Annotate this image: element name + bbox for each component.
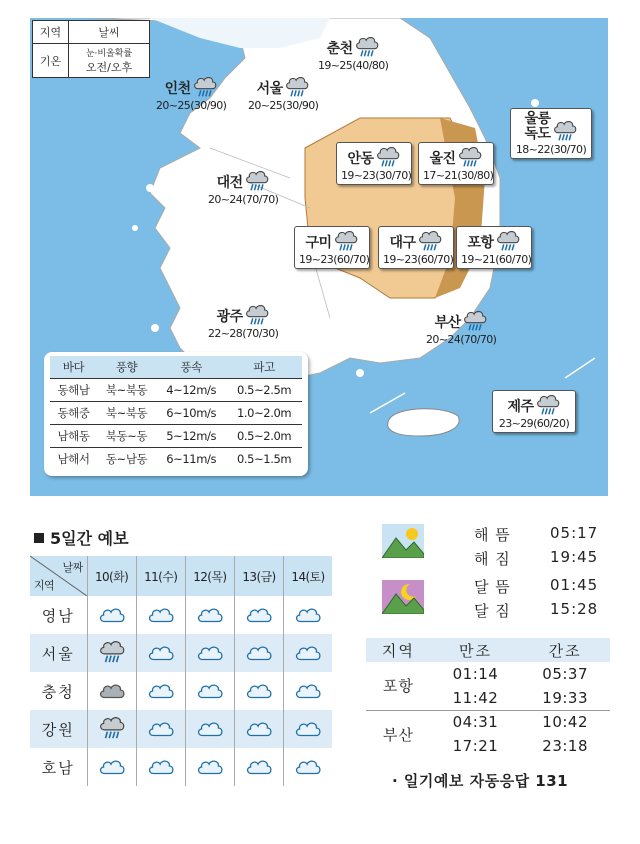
tide-header: 만조 (431, 638, 521, 662)
tide-header: 간조 (520, 638, 610, 662)
forecast-title-text: 5일간 예보 (50, 529, 129, 548)
tide-low: 23:18 (542, 737, 589, 755)
tide-high: 11:42 (452, 688, 499, 707)
cloud-icon (294, 756, 322, 776)
city-prob: (70/70) (460, 333, 497, 346)
forecast-day: 13(금) (234, 556, 283, 596)
cloud-icon (147, 604, 175, 624)
sea-cell: 동~남동 (105, 452, 148, 466)
city-temp: 20~25 (156, 99, 191, 112)
tide-row (366, 710, 610, 734)
forecast-row (30, 634, 332, 672)
city-chuncheon (318, 36, 388, 72)
forecast-region: 영남 (41, 606, 75, 625)
sea-cell: 0.5~1.5m (236, 452, 292, 466)
sea-cell: 북~북동 (105, 383, 148, 397)
tide-high: 17:21 (452, 737, 499, 755)
cloud-icon (196, 756, 224, 776)
city-temp: 20~24 (208, 193, 243, 206)
city-busan (426, 310, 496, 346)
city-prob: (70/30) (242, 327, 279, 340)
tide-header: 지역 (366, 638, 431, 662)
forecast-corner (30, 556, 87, 596)
sea-cell: 동해남 (57, 383, 90, 397)
sea-row (50, 448, 302, 471)
city-ulleung (510, 108, 592, 159)
legend-weather-label: 날씨 (98, 26, 120, 39)
legend-precip-label: 눈·비올확률 (85, 49, 133, 59)
moonrise-label: 달 뜸 (474, 578, 511, 596)
cloud-icon (147, 680, 175, 700)
sea-header: 풍향 (97, 356, 156, 379)
forecast-table (30, 556, 332, 786)
cloud-icon (98, 604, 126, 624)
city-prob: (70/70) (242, 193, 279, 206)
city-prob: (60/70) (495, 253, 532, 266)
rain-cloud-icon (333, 230, 359, 252)
tide-location: 부산 (366, 710, 431, 758)
cloud-icon (294, 680, 322, 700)
cloud-icon (294, 642, 322, 662)
city-gumi (294, 226, 370, 269)
city-name: 제주 (507, 399, 534, 415)
sea-cell: 동해중 (57, 406, 90, 420)
sea-cell: 0.5~2.0m (236, 429, 292, 443)
city-name: 서울 (256, 81, 283, 97)
square-bullet-icon (34, 533, 44, 543)
sea-header: 바다 (50, 356, 97, 379)
city-prob: (60/70) (417, 253, 454, 266)
city-uljin (418, 142, 494, 185)
cloud-icon (294, 604, 322, 624)
forecast-day: 12(목) (185, 556, 234, 596)
moonrise-moonset-icon (382, 580, 424, 614)
moonset-label: 달 짐 (474, 602, 511, 620)
city-jeju (492, 390, 576, 433)
city-name: 포항 (467, 235, 494, 251)
city-gwangju (208, 304, 278, 340)
city-prob: (30/90) (282, 99, 319, 112)
forecast-day: 10(화) (87, 556, 136, 596)
city-temp: 19~23 (383, 253, 418, 266)
city-andong (336, 142, 412, 185)
rain-cloud-icon (552, 120, 578, 142)
city-temp: 19~23 (341, 169, 376, 182)
rain-cloud-icon (375, 146, 401, 168)
city-temp: 18~22 (515, 143, 551, 156)
cloud-icon (147, 642, 175, 662)
sunrise-label: 해 뜸 (474, 526, 511, 544)
city-temp: 22~28 (208, 327, 243, 340)
sea-cell: 남해서 (57, 452, 90, 466)
forecast-title (34, 526, 129, 549)
cloud-icon (294, 718, 322, 738)
tide-table (366, 638, 610, 758)
rain-cloud-icon (462, 310, 488, 332)
rain-cloud-icon (192, 76, 218, 98)
city-prob: (30/70) (550, 143, 587, 156)
sunset-label: 해 짐 (474, 550, 511, 568)
city-temp: 20~25 (248, 99, 283, 112)
cloud-icon (147, 756, 175, 776)
cloud-icon (196, 680, 224, 700)
cloud-icon (196, 718, 224, 738)
rain-cloud-icon (284, 76, 310, 98)
sea-cell: 0.5~2.5m (236, 383, 292, 397)
rain-cloud-icon (495, 230, 521, 252)
moonset-time: 15:28 (550, 600, 599, 618)
weather-map (30, 18, 608, 496)
city-daejeon (208, 170, 278, 206)
city-temp: 19~23 (299, 253, 334, 266)
corner-date-label: 날짜 (62, 561, 83, 574)
city-name: 울릉 독도 (524, 111, 551, 142)
forecast-row (30, 710, 332, 748)
moonrise-time: 01:45 (550, 576, 599, 594)
sea-row (50, 425, 302, 448)
hotline-note: · 일기예보 자동응답 131 (392, 772, 569, 790)
city-prob: (30/70) (375, 169, 412, 182)
sea-cell: 6~11m/s (166, 452, 217, 466)
sea-cell: 5~12m/s (166, 429, 217, 443)
city-temp: 19~25 (318, 59, 353, 72)
city-name: 대전 (216, 175, 243, 191)
cloud-icon (147, 718, 175, 738)
city-prob: (30/90) (190, 99, 227, 112)
map-legend (32, 20, 150, 78)
legend-temp-label: 기온 (33, 44, 69, 77)
cloud-icon (196, 604, 224, 624)
forecast-region: 충청 (41, 682, 75, 701)
city-seoul (248, 76, 318, 112)
tide-low: 05:37 (542, 665, 589, 683)
rain-cloud-icon (98, 716, 126, 740)
city-prob: (40/80) (352, 59, 389, 72)
city-name: 구미 (305, 235, 332, 251)
city-prob: (30/80) (457, 169, 494, 182)
city-temp: 17~21 (423, 169, 458, 182)
rain-cloud-icon (98, 640, 126, 664)
sea-cell: 남해동 (57, 429, 90, 443)
tide-row (366, 662, 610, 686)
cloud-icon (98, 756, 126, 776)
sea-conditions-table (44, 352, 308, 476)
tide-high: 04:31 (431, 710, 521, 734)
sea-cell: 북~북동 (105, 406, 148, 420)
city-temp: 19~21 (461, 253, 496, 266)
tide-low: 10:42 (520, 710, 610, 734)
tide-low: 19:33 (542, 688, 589, 707)
forecast-day: 11(수) (136, 556, 185, 596)
city-temp: 20~24 (426, 333, 461, 346)
city-pohang (456, 226, 532, 269)
city-prob: (60/20) (533, 417, 570, 430)
rain-cloud-icon (244, 170, 270, 192)
city-name: 부산 (434, 315, 461, 331)
forecast-row (30, 596, 332, 634)
forecast-region: 호남 (41, 758, 75, 777)
sea-cell: 4~12m/s (166, 383, 217, 397)
city-prob: (60/70) (333, 253, 370, 266)
forecast-row (30, 672, 332, 710)
city-temp: 23~29 (498, 417, 534, 430)
city-name: 안동 (347, 151, 374, 167)
sea-row (50, 379, 302, 402)
city-name: 광주 (216, 309, 243, 325)
tide-location: 포항 (382, 677, 414, 696)
rain-cloud-icon (244, 304, 270, 326)
cloud-icon (245, 642, 273, 662)
city-name: 인천 (164, 81, 191, 97)
rain-cloud-icon (417, 230, 443, 252)
forecast-row (30, 748, 332, 786)
rain-cloud-icon (535, 394, 561, 416)
sunrise-time: 05:17 (550, 524, 599, 542)
city-name: 대구 (389, 235, 416, 251)
rain-cloud-icon (354, 36, 380, 58)
sunrise-sunset-icon (382, 524, 424, 558)
forecast-day: 14(토) (284, 556, 332, 596)
forecast-region: 강원 (30, 710, 87, 748)
forecast-region: 서울 (30, 634, 87, 672)
city-daegu (378, 226, 454, 269)
sea-header: 풍속 (156, 356, 226, 379)
sea-header: 파고 (226, 356, 302, 379)
rain-cloud-icon (457, 146, 483, 168)
sea-row (50, 402, 302, 425)
sea-cell: 6~10m/s (166, 406, 217, 420)
cloud-icon (245, 718, 273, 738)
legend-region-label: 지역 (33, 21, 69, 43)
sea-cell: 북동~동 (105, 429, 148, 443)
cloud-icon (245, 756, 273, 776)
sunset-time: 19:45 (550, 548, 599, 566)
dark-cloud-icon (98, 680, 126, 700)
corner-region-label: 지역 (34, 579, 55, 592)
cloud-icon (245, 680, 273, 700)
legend-ampm-label: 오전/오후 (85, 61, 133, 74)
sea-cell: 1.0~2.0m (236, 406, 292, 420)
city-incheon (156, 76, 226, 112)
cloud-icon (196, 642, 224, 662)
cloud-icon (245, 604, 273, 624)
city-name: 춘천 (326, 41, 353, 57)
tide-high: 01:14 (452, 665, 499, 683)
city-name: 울진 (429, 151, 456, 167)
